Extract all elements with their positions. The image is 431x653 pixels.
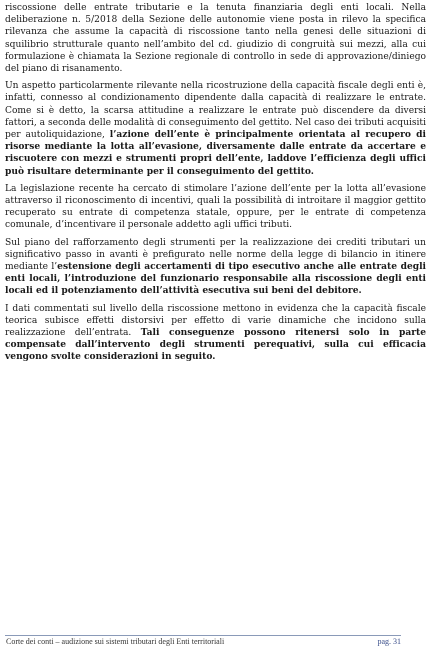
footer-title: Corte dei conti – audizione sui sistemi tributari degli Enti territoriali <box>6 637 225 646</box>
paragraph-5-emphasis: Tali conseguenze possono ritenersi solo in parte compensate dall’intervento degli strumenti perequativi, sulla cui efficacia vengono svolte considerazioni in seguito. <box>5 327 426 363</box>
paragraph-3-text: La legislazione recente ha cercato di stimolare l’azione dell’ente per la lotta all’evasione attraverso il riconoscimento di incentivi, quali la possibilità di introitare il maggior gettito recuperato su entrate di competenza statale, oppure, per le entrate di competenza comunale, d’incentivare il personale addetto agli uffici tributi. <box>5 183 426 231</box>
paragraph-1-text: riscossione delle entrate tributarie e la tenuta finanziaria degli enti locali. Nella deliberazione n. 5/2018 della Sezione delle autonomie viene posta in rilevo la specifica rilevanza che assume la capacità di riscossione tanto nella genesi delle situazioni di squilibrio strutturale quanto nell’ambito del cd. giudizio di congruità sui mezzi, alla cui formulazione è chiamata la Sezione regionale di controllo in sede di approvazione/diniego del piano di risanamento. <box>5 3 426 75</box>
paragraph-5 <box>5 303 426 364</box>
paragraph-2-text: Un aspetto particolarmente rilevante nella ricostruzione della capacità fiscale degli enti è, infatti, connesso al condizionamento dipendente dalla capacità di realizzare le entrate. Come si è detto, la scarsa attitudine a realizzare le entrate può discendere da diversi fattori, a seconda delle modalità di conseguimento del gettito. Nel caso dei tributi acquisiti per autoliquidazione, <box>5 81 426 141</box>
footer-divider <box>5 635 401 636</box>
paragraph-3 <box>5 183 426 232</box>
paragraph-1 <box>5 2 426 75</box>
paragraph-4-text: Sul piano del rafforzamento degli strumenti per la realizzazione dei crediti tributari un significativo passo in avanti è prefigurato nelle norme della legge di bilancio in itinere mediante l’ <box>5 237 426 273</box>
document-body <box>5 2 426 369</box>
paragraph-4-emphasis: estensione degli accertamenti di tipo esecutivo anche alle entrate degli enti locali, l’introduzione del funzionario responsabile alla riscossione degli enti locali ed il potenziamento dell’attività esecutiva sui beni del debitore. <box>5 261 426 297</box>
paragraph-2-emphasis: l’azione dell’ente è principalmente orientata al recupero di risorse mediante la lotta all’evasione, diversamente dalle entrate da accertare e riscuotere con mezzi e strumenti propri dell’ente, laddove l’efficienza degli uffici può risultare determinante per il conseguimento del gettito. <box>5 129 426 177</box>
paragraph-2 <box>5 80 426 178</box>
paragraph-4 <box>5 237 426 298</box>
page-number: pag. 31 <box>377 637 401 646</box>
paragraph-5-text: I dati commentati sul livello della riscossione mettono in evidenza che la capacità fiscale teorica subisce effetti distorsivi per effetto di varie dinamiche che incidono sulla realizzazione dell’entrata. <box>5 303 426 339</box>
